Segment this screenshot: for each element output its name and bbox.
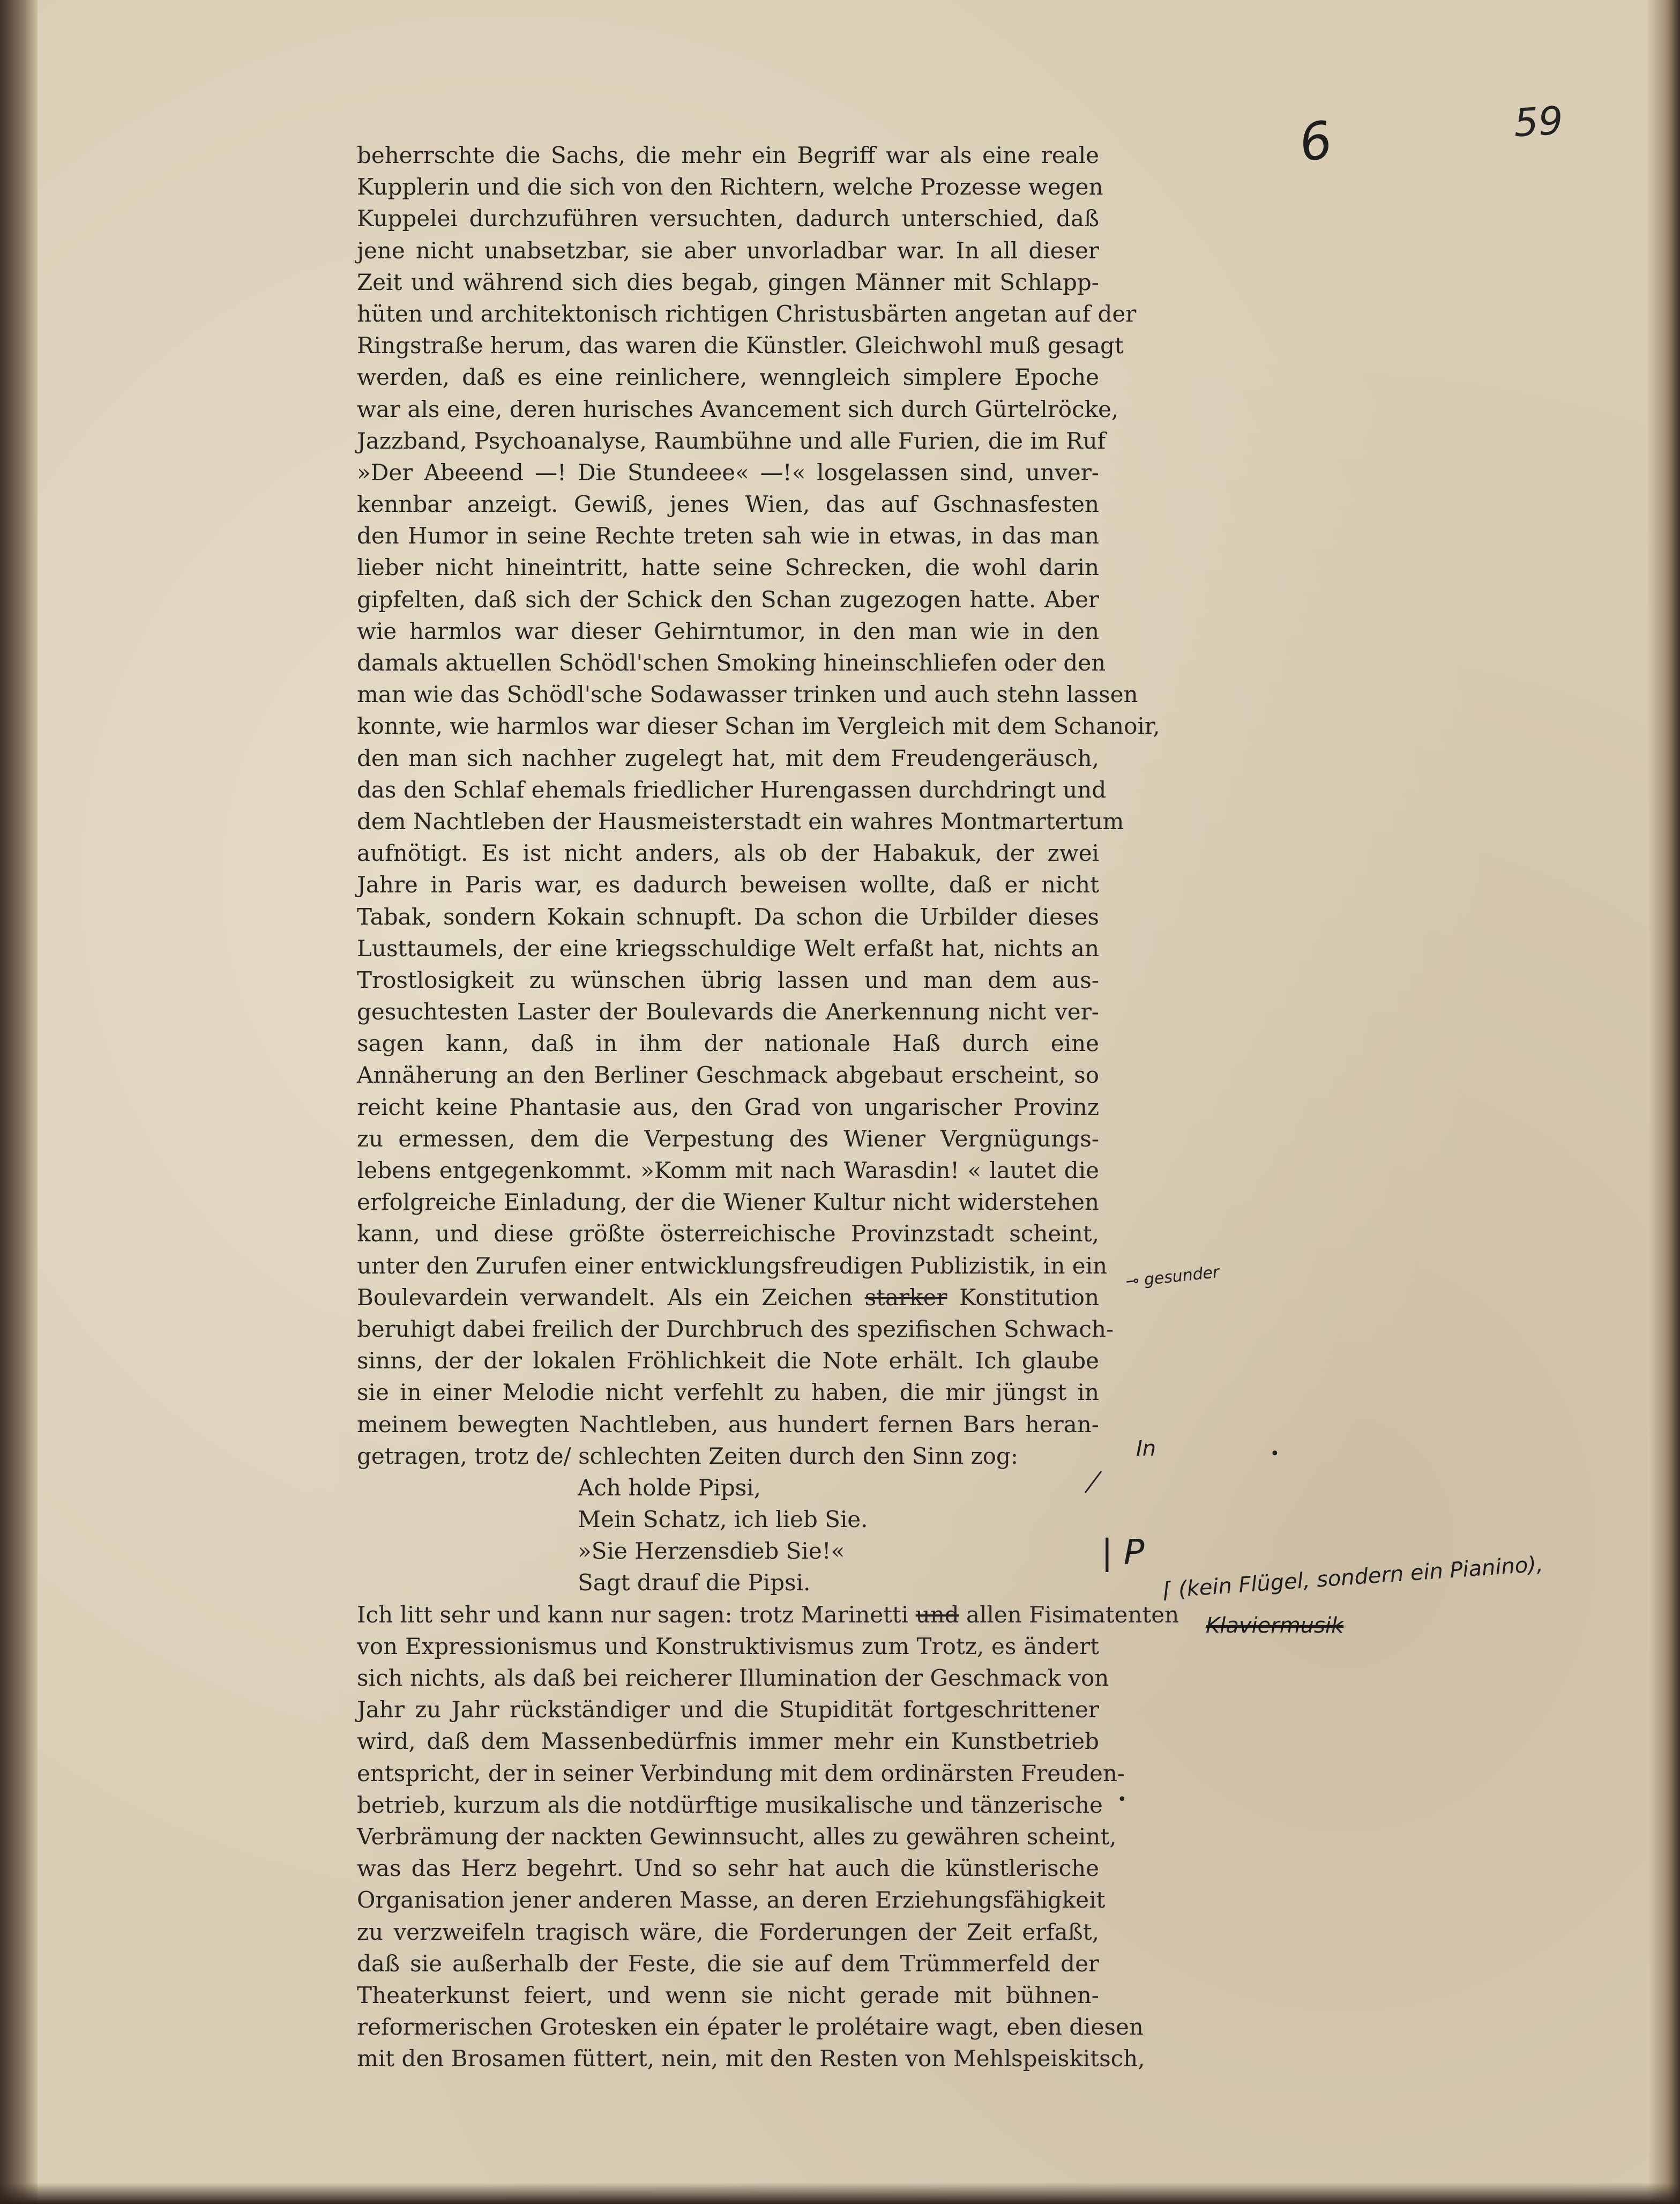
- line-text: Ich litt sehr und kann nur sagen: trotz Marinetti: [357, 1601, 916, 1628]
- text-line: wird, daß dem Massenbedürfnis immer mehr ein Kunstbetrieb: [357, 1728, 1099, 1755]
- text-line: was das Herz begehrt. Und so sehr hat auch die künstlerische: [357, 1855, 1099, 1882]
- text-line: Kuppelei durchzuführen versuchten, dadurch unterschied, daß: [357, 205, 1099, 232]
- text-line: Zeit und während sich dies begab, gingen Männer mit Schlapp-: [357, 269, 1099, 295]
- margin-dot: •: [1270, 1444, 1280, 1463]
- text-line: Verbrämung der nackten Gewinnsucht, alles zu gewähren scheint,: [357, 1823, 1117, 1850]
- text-line: entspricht, der in seiner Verbindung mit dem ordinärsten Freuden-: [357, 1760, 1125, 1786]
- text-line: getragen, trotz de/ schlechten Zeiten durch den Sinn zog:: [357, 1442, 1018, 1469]
- text-line: gipfelten, daß sich der Schick den Schan zugezogen hatte. Aber: [357, 586, 1099, 613]
- struck-word: und: [915, 1601, 959, 1628]
- text-line: konnte, wie harmlos war dieser Schan im Vergleich mit dem Schanoir,: [357, 713, 1160, 740]
- text-line: Sagt drauf die Pipsi.: [578, 1569, 811, 1596]
- verse: [357, 1472, 1099, 1599]
- text-line: gesuchtesten Laster der Boulevards die Anerkennung nicht ver-: [357, 999, 1099, 1025]
- text-line: »Der Abeeend —! Die Stundeee« —!« losgelassen sind, unver-: [357, 459, 1099, 486]
- text-line: Kupplerin und die sich von den Richtern, welche Prozesse wegen: [357, 174, 1103, 200]
- text-line: Ach holde Pipsi,: [578, 1474, 761, 1501]
- text-line: kennbar anzeigt. Gewiß, jenes Wien, das auf Gschnasfesten: [357, 491, 1099, 518]
- text-line: sinns, der der lokalen Fröhlichkeit die Note erhält. Ich glaube: [357, 1347, 1099, 1374]
- text-line: mit den Brosamen füttert, nein, mit den Resten von Mehlspeiskitsch,: [357, 2045, 1145, 2072]
- text-line: reicht keine Phantasie aus, den Grad von ungarischer Provinz: [357, 1093, 1099, 1120]
- text-line: dem Nachtleben der Hausmeisterstadt ein wahres Montmartertum: [357, 808, 1124, 835]
- text-line: lieber nicht hineintritt, hatte seine Schrecken, die wohl darin: [357, 554, 1099, 581]
- text-line: Lusttaumels, der eine kriegsschuldige Welt erfaßt hat, nichts an: [357, 935, 1099, 962]
- text-line-with-strike: [357, 1282, 1099, 1313]
- text-line: Mein Schatz, ich lieb Sie.: [578, 1506, 868, 1533]
- text-line: Theaterkunst feiert, und wenn sie nicht gerade mit bühnen-: [357, 1982, 1099, 2008]
- text-line: damals aktuellen Schödl'schen Smoking hineinschliefen oder den: [357, 650, 1106, 676]
- text-line: Jahr zu Jahr rückständiger und die Stupidität fortgeschrittener: [357, 1696, 1099, 1723]
- text-line: das den Schlaf ehemals friedlicher Hurengassen durchdringt und: [357, 776, 1107, 803]
- margin-note-p-mark: | P: [1101, 1533, 1145, 1573]
- margin-dot: •: [1117, 1790, 1127, 1809]
- text-line: den man sich nachher zugelegt hat, mit dem Freudengeräusch,: [357, 744, 1099, 771]
- margin-note-in: In: [1136, 1436, 1156, 1461]
- text-line: betrieb, kurzum als die notdürftige musikalische und tänzerische: [357, 1791, 1103, 1818]
- line-text: allen Fisimatenten: [959, 1601, 1179, 1628]
- text-line: meinem bewegten Nachtleben, aus hundert fernen Bars heran-: [357, 1411, 1099, 1438]
- line-text: Konstitution: [947, 1284, 1100, 1311]
- text-line: Tabak, sondern Kokain schnupft. Da schon die Urbilder dieses: [357, 903, 1099, 930]
- text-line: werden, daß es eine reinlichere, wenngleich simplere Epoche: [357, 364, 1099, 391]
- text-line: Jazzband, Psychoanalyse, Raumbühne und alle Furien, die im Ruf: [357, 427, 1106, 454]
- handwritten-number: 6: [1294, 110, 1337, 174]
- text-line: jene nicht unabsetzbar, sie aber unvorladbar war. In all dieser: [357, 237, 1099, 264]
- text-line: hüten und architektonisch richtigen Christusbärten angetan auf der: [357, 300, 1137, 327]
- text-line-with-strike: [357, 1599, 1179, 1630]
- text-line: unter den Zurufen einer entwicklungsfreudigen Publizistik, in ein: [357, 1252, 1108, 1279]
- page-number: 59: [1512, 98, 1564, 146]
- text-line: aufnötigt. Es ist nicht anders, als ob der Habakuk, der zwei: [357, 840, 1099, 867]
- text-line: war als eine, deren hurisches Avancement sich durch Gürtelröcke,: [357, 396, 1119, 422]
- text-line: beherrschte die Sachs, die mehr ein Begriff war als eine reale: [357, 142, 1099, 168]
- text-line: erfolgreiche Einladung, der die Wiener Kultur nicht widerstehen: [357, 1189, 1099, 1216]
- text-line: Trostlosigkeit zu wünschen übrig lassen und man dem aus-: [357, 966, 1099, 993]
- binding-shadow: [0, 0, 38, 2204]
- text-line: beruhigt dabei freilich der Durchbruch des spezifischen Schwach-: [357, 1315, 1114, 1342]
- text-line: wie harmlos war dieser Gehirntumor, in den man wie in den: [357, 617, 1099, 644]
- text-line: von Expressionismus und Konstruktivismus zum Trotz, es ändert: [357, 1633, 1099, 1659]
- struck-word: starker: [864, 1284, 947, 1311]
- text-line: sie in einer Melodie nicht verfehlt zu haben, die mir jüngst in: [357, 1379, 1099, 1406]
- margin-note-struck: Klaviermusik: [1206, 1613, 1344, 1638]
- line-text: Boulevardein verwandelt. Als ein Zeichen: [357, 1284, 865, 1311]
- text-line: sich nichts, als daß bei reicherer Illumination der Geschmack von: [357, 1665, 1109, 1691]
- text-line: sagen kann, daß in ihm der nationale Haß durch eine: [357, 1030, 1099, 1057]
- text-line: den Humor in seine Rechte treten sah wie in etwas, in das man: [357, 523, 1099, 549]
- paragraph-part-3: [357, 1630, 1145, 2075]
- text-line: zu ermessen, dem die Verpestung des Wiener Vergnügungs-: [357, 1125, 1099, 1152]
- margin-note-insertion: ⌈ (kein Flügel, sondern ein Pianino),: [1162, 1552, 1544, 1603]
- text-line: »Sie Herzensdieb Sie!«: [578, 1538, 845, 1565]
- page-bottom-edge: [0, 2183, 1680, 2204]
- text-line: zu verzweifeln tragisch wäre, die Forderungen der Zeit erfaßt,: [357, 1918, 1099, 1945]
- text-line: man wie das Schödl'sche Sodawasser trinken und auch stehn lassen: [357, 681, 1138, 708]
- text-line: daß sie außerhalb der Feste, die sie auf dem Trümmerfeld der: [357, 1950, 1099, 1977]
- paragraph-part-1: [357, 139, 1160, 1282]
- text-line: Jahre in Paris war, es dadurch beweisen wollte, daß er nicht: [357, 872, 1099, 898]
- text-line: kann, und diese größte österreichische Provinzstadt scheint,: [357, 1220, 1099, 1247]
- text-line: lebens entgegenkommt. »Komm mit nach Warasdin! « lautet die: [357, 1157, 1099, 1183]
- paragraph-part-2: [357, 1313, 1114, 1472]
- text-line: Organisation jener anderen Masse, an deren Erziehungsfähigkeit: [357, 1887, 1106, 1913]
- text-line: Annäherung an den Berliner Geschmack abgebaut erscheint, so: [357, 1062, 1099, 1089]
- page-edge: [1648, 0, 1680, 2204]
- margin-note-gesunder: ⊸ gesunder: [1124, 1262, 1221, 1292]
- text-line: reformerischen Grotesken ein épater le prolétaire wagt, eben diesen: [357, 2014, 1144, 2041]
- insertion-caret-icon: [1082, 1469, 1104, 1495]
- text-line: Ringstraße herum, das waren die Künstler. Gleichwohl muß gesagt: [357, 332, 1124, 359]
